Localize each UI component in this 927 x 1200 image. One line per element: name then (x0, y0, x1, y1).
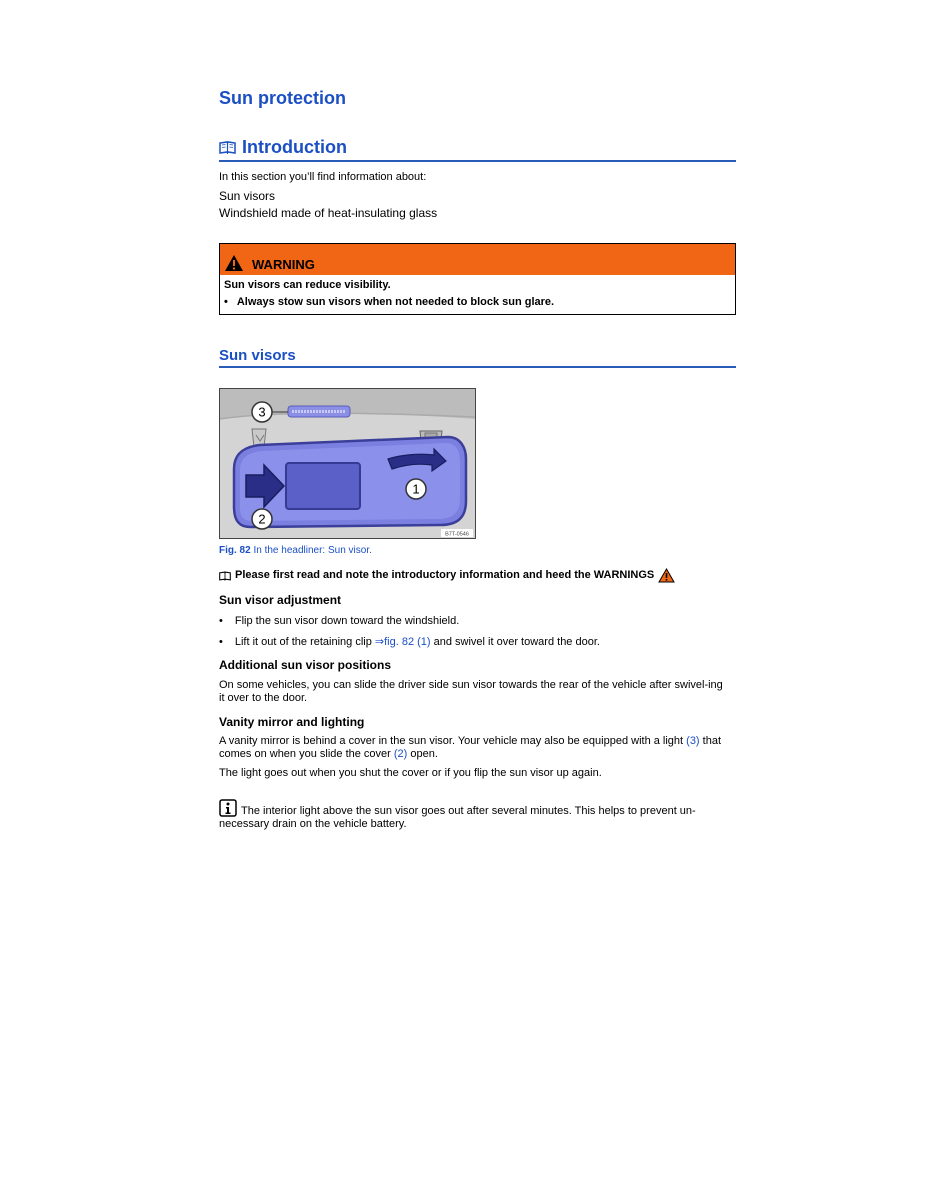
additional-positions-heading: Additional sun visor positions (219, 658, 392, 672)
sun-visor-illustration (220, 389, 475, 538)
figure-caption-text: In the headliner: Sun visor. (250, 545, 372, 556)
intro-title: Introduction (242, 137, 347, 157)
figure-code: B7T-0546 (445, 531, 469, 538)
paragraph-text: A vanity mirror is behind a cover in the sun visor. Your vehicle may also be equipped with a light (219, 735, 687, 747)
callout-label: 2 (258, 511, 266, 527)
paragraph-text: open. (407, 748, 438, 760)
vanity-paragraph-1 (219, 735, 729, 761)
sun-visors-heading: Sun visors (219, 347, 296, 364)
callout-2 (252, 509, 272, 529)
sun-visor-figure (219, 388, 476, 539)
bullet-dot: • (219, 615, 223, 627)
adjustment-heading: Sun visor adjustment (219, 593, 342, 607)
intro-heading (219, 136, 736, 158)
callout-label: 3 (258, 404, 266, 420)
callout-3-link[interactable]: (3) (686, 735, 700, 747)
figure-caption-label: Fig. 82 (219, 545, 251, 556)
section-title: Sun protection (219, 88, 346, 108)
list-item: Sun visors (219, 189, 276, 203)
warning-label: WARNING (252, 257, 315, 272)
intro-lead: In this section you’ll find information about: (219, 171, 427, 183)
adjustment-list (219, 614, 736, 656)
list-item (219, 635, 736, 649)
vanity-heading: Vanity mirror and lighting (219, 715, 365, 729)
warning-body (220, 275, 735, 314)
sun-visors-heading-rule (219, 346, 736, 368)
intro-heading-rule (219, 136, 736, 162)
info-icon (219, 799, 237, 817)
warning-bullet (224, 294, 731, 311)
figure-caption (219, 545, 372, 557)
warning-header (220, 244, 735, 275)
warning-triangle-icon (658, 568, 675, 583)
intro-list (219, 188, 437, 222)
warning-bullet-text: Always stow sun visors when not needed to block sun glare. (236, 296, 555, 308)
read-first-note (219, 568, 736, 583)
step-text: and swivel it over toward the door. (430, 636, 600, 648)
warning-triangle-icon (224, 254, 244, 272)
read-first-text: Please first read and note the introductory information and heed the WARNINGS (235, 569, 655, 581)
bullet-dot: • (219, 636, 223, 648)
callout-1 (406, 479, 426, 499)
callout-2-link[interactable]: (2) (393, 748, 408, 760)
info-note-text: The interior light above the sun visor goes out after several minutes. This helps to prevent un-necessary drain on the vehicle battery. (219, 805, 696, 830)
list-item (219, 614, 736, 628)
info-note (219, 799, 729, 831)
adjustment-step-2 (235, 635, 600, 649)
additional-positions-text: On some vehicles, you can slide the driver side sun visor towards the rear of the vehicle after swivel-ing it over to the door. (219, 679, 723, 704)
callout-label: 1 (412, 481, 420, 497)
paragraph-text: that comes on when you slide the cover (219, 735, 722, 760)
warning-title: Sun visors can reduce visibility. (224, 279, 391, 291)
adjustment-step-1: Flip the sun visor down toward the windshield. (234, 615, 460, 627)
book-icon (219, 571, 231, 581)
bullet-dot: • (224, 296, 228, 308)
step-text: Lift it out of the retaining clip (234, 636, 375, 648)
vanity-paragraph-2: The light goes out when you shut the cover or if you flip the sun visor up again. (219, 767, 602, 779)
figure-reference-link[interactable]: ⇒fig. 82 (1) (374, 636, 431, 648)
list-item: Windshield made of heat-insulating glass (219, 206, 438, 220)
book-icon (219, 141, 236, 154)
warning-box (219, 243, 736, 315)
